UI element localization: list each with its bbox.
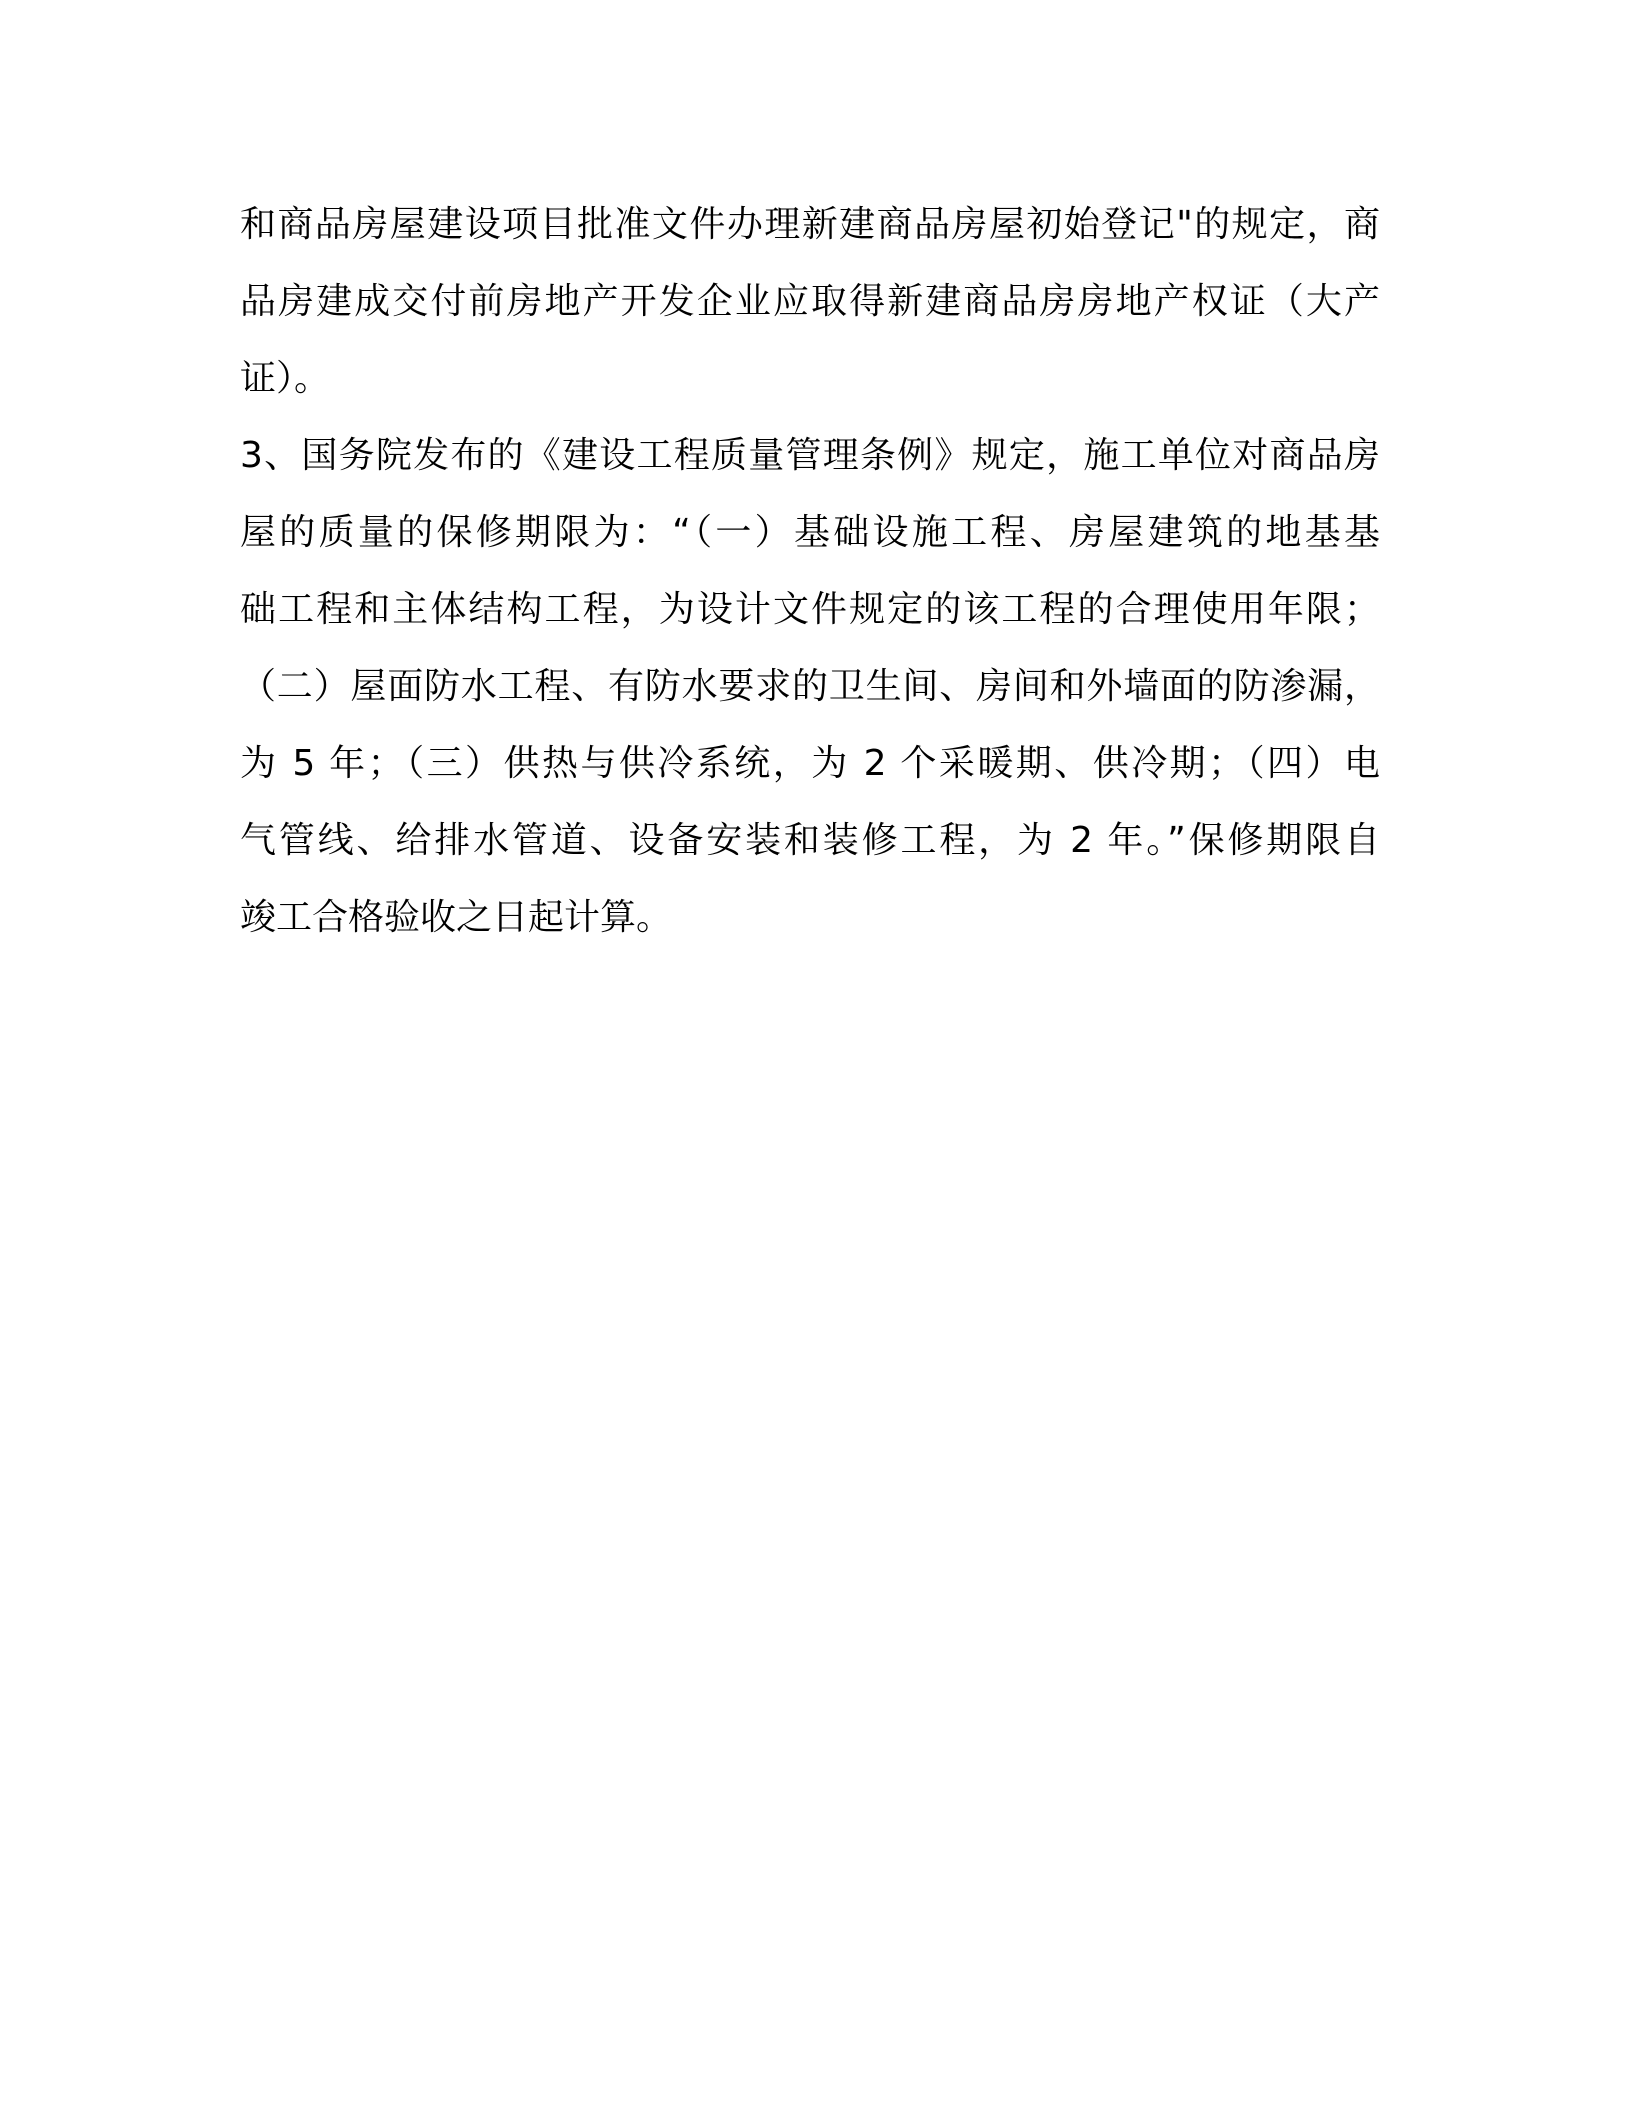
text-line: 3、国务院发布的《建设工程质量管理条例》规定，施工单位对商品房 bbox=[240, 435, 1380, 476]
text-line: 竣工合格验收之日起计算。 bbox=[240, 897, 673, 938]
body-text bbox=[240, 186, 1380, 956]
text-line: 和商品房屋建设项目批准文件办理新建商品房屋初始登记"的规定，商 bbox=[240, 204, 1380, 245]
text-line: 为 5 年；（三）供热与供冷系统，为 2 个采暖期、供冷期；（四）电 bbox=[240, 743, 1380, 784]
text-line: 气管线、给排水管道、设备安装和装修工程，为 2 年。”保修期限自 bbox=[240, 820, 1380, 861]
text-line: 品房建成交付前房地产开发企业应取得新建商品房房地产权证（大产 bbox=[240, 281, 1380, 322]
text-line: （二）屋面防水工程、有防水要求的卫生间、房间和外墙面的防渗漏， bbox=[240, 666, 1380, 707]
text-line: 础工程和主体结构工程，为设计文件规定的该工程的合理使用年限； bbox=[240, 589, 1380, 630]
text-line: 证）。 bbox=[240, 358, 331, 399]
text-line: 屋的质量的保修期限为：“（一）基础设施工程、房屋建筑的地基基 bbox=[240, 512, 1380, 553]
